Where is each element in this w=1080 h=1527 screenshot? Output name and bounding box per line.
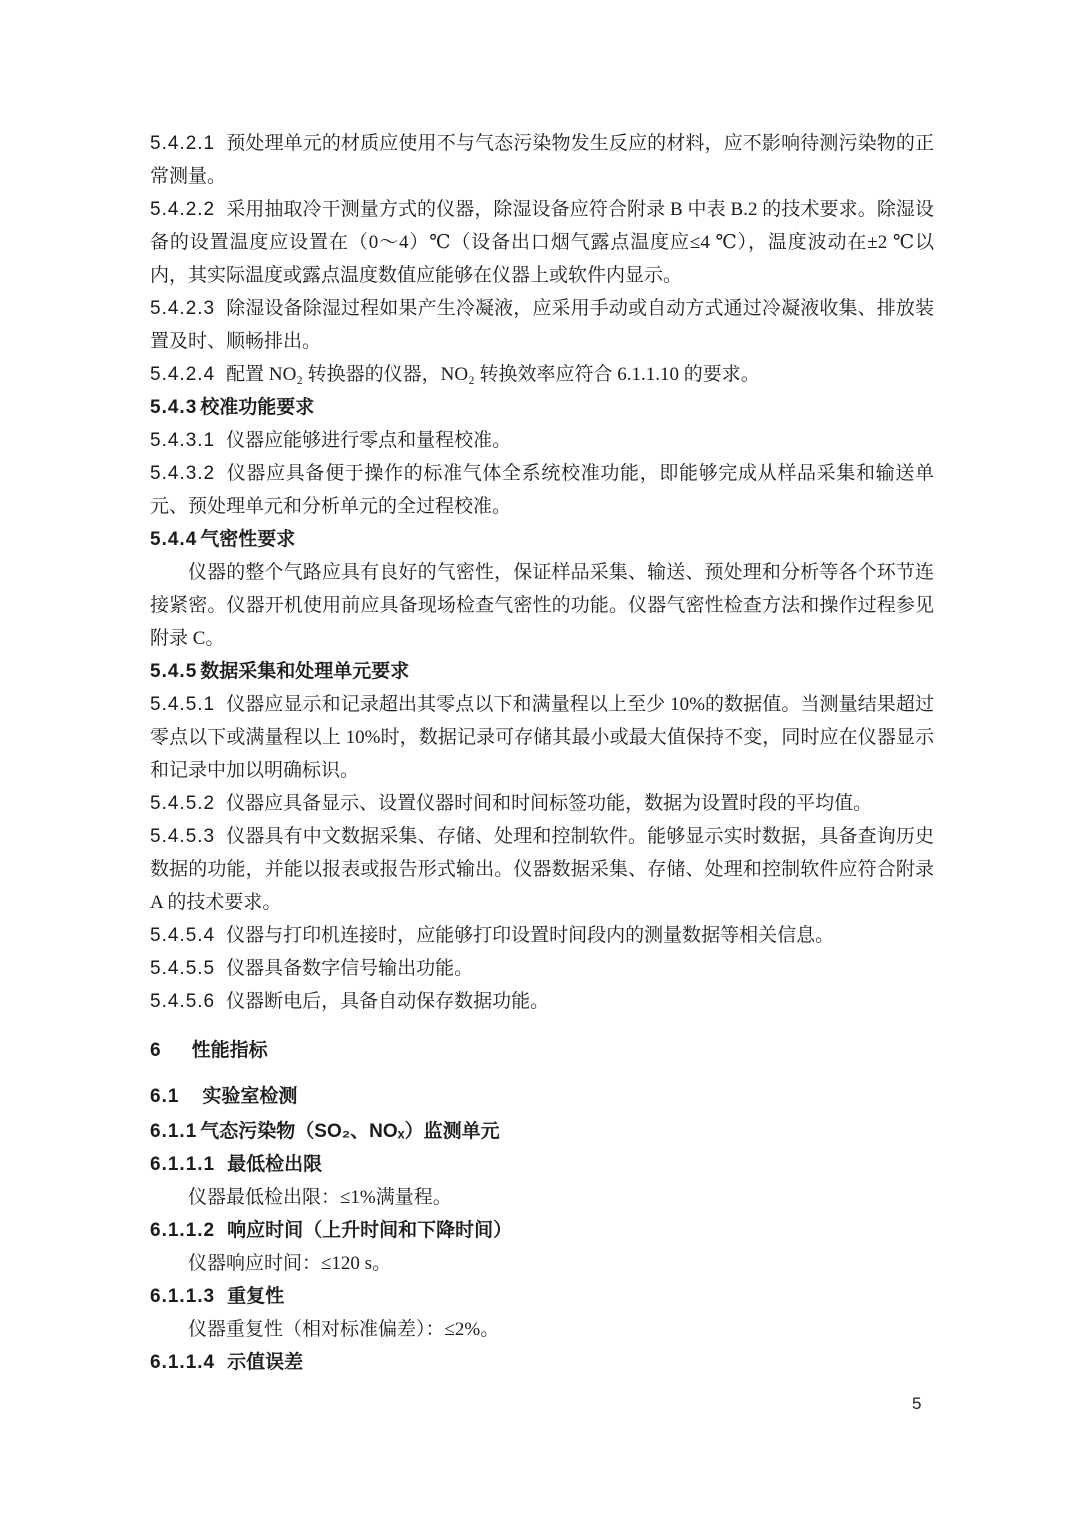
clause-text: 仪器与打印机连接时，应能够打印设置时间段内的测量数据等相关信息。 — [226, 925, 835, 946]
paragraph-detection-limit — [150, 1181, 934, 1214]
heading-5-4-3 — [150, 391, 934, 424]
chapter-title: 性能指标 — [191, 1040, 268, 1061]
clause-number: 5.4.2.2 — [150, 199, 216, 220]
clause-number: 5.4.5.4 — [150, 925, 216, 946]
clause-text: 除湿设备除湿过程如果产生冷凝液，应采用手动或自动方式通过冷凝液收集、排放装置及时、顺畅排出。 — [150, 298, 934, 352]
clause-text: 采用抽取冷干测量方式的仪器，除湿设备应符合附录 B 中表 B.2 的技术要求。除湿设备的设置温度应设置在（0～4）℃（设备出口烟气露点温度应≤4 ℃），温度波动在±2 ℃以内，其实际温度或露点温度数值应能够在仪器上或软件内显示。 — [150, 199, 934, 286]
paragraph-repeatability — [150, 1313, 934, 1346]
paragraph-text: 仪器重复性（相对标准偏差）：≤2%。 — [188, 1319, 500, 1340]
clause-number: 5.4.2.3 — [150, 298, 216, 319]
heading-5-4-4 — [150, 523, 934, 556]
heading-6-1-1-3 — [150, 1280, 934, 1313]
clause-number: 6.1.1.1 — [150, 1154, 216, 1175]
clause-text: 预处理单元的材质应使用不与气态污染物发生反应的材料，应不影响待测污染物的正常测量。 — [150, 133, 934, 187]
clause-text: 仪器应显示和记录超出其零点以下和满量程以上至少 10%的数据值。当测量结果超过零点以下或满量程以上 10%时，数据记录可存储其最小或最大值保持不变，同时应在仪器显示和记录中加以明确标识。 — [150, 694, 934, 781]
clause-number: 5.4.3.2 — [150, 463, 216, 484]
clause-text: 仪器断电后，具备自动保存数据功能。 — [226, 991, 550, 1012]
heading-text: 重复性 — [227, 1286, 285, 1307]
heading-6-1-1-1 — [150, 1148, 934, 1181]
heading-text: 响应时间（上升时间和下降时间） — [227, 1220, 513, 1241]
clause-text: 仪器应能够进行零点和量程校准。 — [226, 430, 512, 451]
clause-number: 5.4.5.2 — [150, 793, 216, 814]
clause-5-4-2-2 — [150, 193, 934, 292]
section-number: 6.1 — [150, 1086, 180, 1107]
clause-number: 5.4.2.1 — [150, 133, 216, 154]
section-6-1 — [150, 1080, 934, 1113]
paragraph-text: 仪器响应时间：≤120 s。 — [188, 1253, 392, 1274]
heading-6-1-1 — [150, 1115, 934, 1148]
clause-5-4-3-2 — [150, 457, 934, 523]
clause-5-4-5-4 — [150, 919, 934, 952]
paragraph-airtightness — [150, 556, 934, 655]
clause-number: 5.4.4 — [150, 529, 198, 550]
heading-6-1-1-2 — [150, 1214, 934, 1247]
clause-number: 6.1.1.2 — [150, 1220, 216, 1241]
clause-text: 仪器应具备显示、设置仪器时间和时间标签功能，数据为设置时段的平均值。 — [226, 793, 873, 814]
clause-number: 6.1.1.4 — [150, 1352, 216, 1373]
heading-text: 校准功能要求 — [200, 397, 315, 418]
clause-text: 仪器具有中文数据采集、存储、处理和控制软件。能够显示实时数据，具备查询历史数据的功能，并能以报表或报告形式输出。仪器数据采集、存储、处理和控制软件应符合附录 A 的技术要求。 — [150, 826, 934, 913]
paragraph-text: 仪器的整个气路应具有良好的气密性，保证样品采集、输送、预处理和分析等各个环节连接紧密。仪器开机使用前应具备现场检查气密性的功能。仪器气密性检查方法和操作过程参见附录 C。 — [150, 562, 934, 649]
clause-5-4-5-2 — [150, 787, 934, 820]
clause-5-4-5-6 — [150, 985, 934, 1018]
clause-5-4-5-1 — [150, 688, 934, 787]
heading-text: 最低检出限 — [227, 1154, 323, 1175]
clause-5-4-2-4 — [150, 358, 934, 391]
clause-number: 5.4.5.5 — [150, 958, 216, 979]
clause-text: 配置 NO₂ 转换器的仪器，NO₂ 转换效率应符合 6.1.1.10 的要求。 — [226, 364, 760, 385]
clause-5-4-5-3 — [150, 820, 934, 919]
clause-number: 5.4.2.4 — [150, 364, 216, 385]
paragraph-text: 仪器最低检出限：≤1%满量程。 — [188, 1187, 452, 1208]
clause-number: 6.1.1.3 — [150, 1286, 216, 1307]
page-number: 5 — [912, 1394, 922, 1413]
clause-number: 6.1.1 — [150, 1121, 198, 1142]
clause-5-4-2-1 — [150, 127, 934, 193]
clause-number: 5.4.5 — [150, 661, 198, 682]
chapter-number: 6 — [150, 1040, 162, 1061]
clause-number: 5.4.5.3 — [150, 826, 216, 847]
clause-number: 5.4.3 — [150, 397, 198, 418]
section-title: 实验室检测 — [202, 1086, 298, 1107]
heading-text: 气密性要求 — [200, 529, 296, 550]
chapter-6 — [150, 1034, 934, 1067]
heading-text: 气态污染物（SO₂、NOₓ）监测单元 — [200, 1121, 500, 1142]
clause-number: 5.4.5.1 — [150, 694, 216, 715]
paragraph-response-time — [150, 1247, 934, 1280]
clause-number: 5.4.3.1 — [150, 430, 216, 451]
clause-text: 仪器具备数字信号输出功能。 — [226, 958, 474, 979]
heading-text: 数据采集和处理单元要求 — [200, 661, 410, 682]
document-body — [150, 127, 934, 1379]
clause-text: 仪器应具备便于操作的标准气体全系统校准功能，即能够完成从样品采集和输送单元、预处理单元和分析单元的全过程校准。 — [150, 463, 934, 517]
clause-number: 5.4.5.6 — [150, 991, 216, 1012]
heading-6-1-1-4 — [150, 1346, 934, 1379]
heading-5-4-5 — [150, 655, 934, 688]
heading-text: 示值误差 — [227, 1352, 304, 1373]
clause-5-4-3-1 — [150, 424, 934, 457]
clause-5-4-5-5 — [150, 952, 934, 985]
clause-5-4-2-3 — [150, 292, 934, 358]
